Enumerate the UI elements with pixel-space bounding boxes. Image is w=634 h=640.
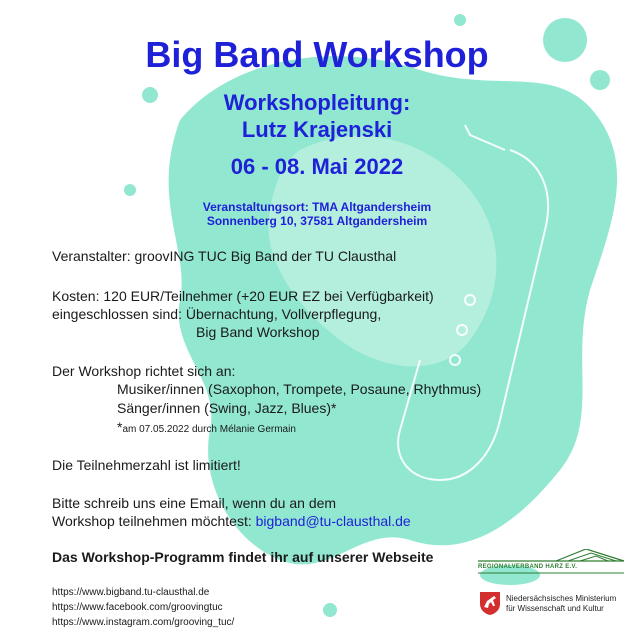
audience-item-singers: Sänger/innen (Swing, Jazz, Blues)* <box>117 400 337 416</box>
audience-intro: Der Workshop richtet sich an: <box>52 363 236 379</box>
audience-item-musicians: Musiker/innen (Saxophon, Trompete, Posaune, Rhythmus) <box>117 381 482 397</box>
organizer: Veranstalter: groovING TUC Big Band der TU Clausthal <box>52 248 397 264</box>
contact-text: Workshop teilnehmen möchtest: <box>52 513 256 529</box>
program-note: Das Workshop-Programm findet ihr auf unserer Webseite <box>52 549 434 565</box>
lower-saxony-horse-icon <box>478 590 502 616</box>
leader-name: Lutz Krajenski <box>241 117 393 142</box>
ministry-line-1: Niedersächsisches Ministerium <box>506 594 617 603</box>
footnote-star: * <box>117 419 123 435</box>
ministry-logo-text <box>506 594 616 614</box>
contact-line-2 <box>52 513 411 530</box>
participant-limit: Die Teilnehmerzahl ist limitiert! <box>52 457 241 473</box>
footnote <box>117 419 296 437</box>
link-website[interactable]: https://www.bigband.tu-clausthal.de <box>52 587 210 598</box>
link-instagram[interactable]: https://www.instagram.com/grooving_tuc/ <box>52 617 235 628</box>
event-dates: 06 - 08. Mai 2022 <box>230 154 404 179</box>
link-facebook[interactable]: https://www.facebook.com/groovingtuc <box>52 602 223 613</box>
email-link[interactable]: bigband@tu-clausthal.de <box>255 513 411 529</box>
ministry-line-2: für Wissenschaft und Kultur <box>506 604 604 613</box>
costs-line-3: Big Band Workshop <box>196 324 320 340</box>
harz-logo-text: REGIONALVERBAND HARZ E.V. <box>478 564 578 570</box>
venue-line-1: Veranstaltungsort: TMA Altgandersheim <box>202 200 432 214</box>
costs-line-1: Kosten: 120 EUR/Teilnehmer (+20 EUR EZ bei Verfügbarkeit) <box>52 288 434 304</box>
costs-line-2: eingeschlossen sind: Übernachtung, Vollverpflegung, <box>52 306 382 322</box>
footnote-text: am 07.05.2022 durch Mélanie Germain <box>122 424 296 435</box>
page-title: Big Band Workshop <box>145 34 489 75</box>
leader-label: Workshopleitung: <box>223 90 411 115</box>
venue-line-2: Sonnenberg 10, 37581 Altgandersheim <box>206 214 428 228</box>
contact-line-1: Bitte schreib uns eine Email, wenn du an dem <box>52 495 337 511</box>
